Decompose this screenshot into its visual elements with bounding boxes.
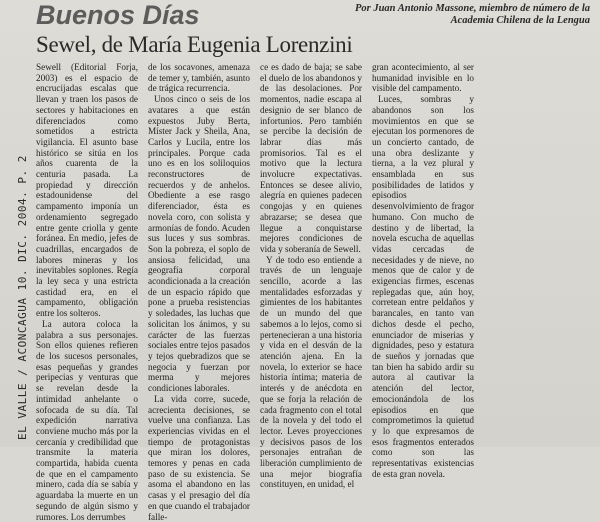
article-column-4 bbox=[372, 62, 474, 479]
article-body bbox=[36, 62, 592, 522]
paragraph: La vida corre, sucede, acrecienta decisiones, se vuelve una confianza. Las experiencias vividas en el tiempo de protagonistas que miran los dolores, temores y penas en cada paso de su existencia. Se asoma el abandono en las casas y el presagio del día en que cuando el trabajador falle- bbox=[148, 393, 250, 522]
article-column-3 bbox=[260, 62, 362, 490]
byline: Por Juan Antonio Massone, miembro de número de la Academia Chilena de la Lengua bbox=[354, 3, 590, 26]
handwritten-margin-note bbox=[2, 155, 32, 440]
paragraph: Unos cinco o seis de los avatares a que están expuestos Juby Berta, Míster Jack y Sheila, Ana, Carlos y Lucila, entre los principales. Porque cada uno es en los soliloquios reconstructores de recuerdos y de anhelos. Obediente a ese rasgo diferenciador, ésta es novela coro, con solista y armonías de fondo. Acuden sus luces y sus sombras. Son la pobreza, el soplo de ansiosa felicidad, una geografía corporal acondicionada a la creación de un espacio rápido que pone a prueba resistencias y soledades, las luchas que solicitan los ánimos, y su carácter de las fuerzas sociales entre tejos pasados y tejos quebradizos que se negocia y fuerzan por merma y mejores condiciones laborales. bbox=[148, 94, 250, 394]
margin-note-text: EL VALLE / ACONCAGUA 10. DIC. 2004. P. 2 bbox=[16, 155, 29, 440]
paragraph: ce es dado de baja; se sabe el duelo de los abandonos y de las desolaciones. Por momentos, nadie escapa al designio de ser blanco de infortunios. Pero también se percibe la decisión de labrar días más promisorios. Tal es el motivo que la lectura involucre expectativas. Entonces se desee alivio, alegría en quienes padecen congojas y en quienes abrazarse; se desea que llegue a conquistarse mejores condiciones de vida y soberanía de Sewell. bbox=[260, 62, 362, 254]
paragraph: gran acontecimiento, al ser humanidad invisible en lo visible del campamento. bbox=[372, 62, 474, 94]
article-column-2 bbox=[148, 62, 250, 522]
paragraph: de los socavones, amenaza de temer y, también, asunto de trágica recurrencia. bbox=[148, 62, 250, 94]
paragraph: La autora coloca la palabra a sus personajes. Son ellos quienes refieren de los sucesos personales, esas pequeñas y grandes peripecias y venturas que se revelan desde la intimidad anhelante o sofocada de su día. Tal expedición narrativa conviene mucho más por la cercanía y credibilidad que transmite la materia compartida, habida cuenta de que en el campamento minero, cada día se sabía y aguardaba la muerte en un segundo de algún sismo y rumores. Los derrumbes bbox=[36, 318, 138, 522]
paragraph: Sewell (Editorial Forja, 2003) es el espacio de encrucijadas escalas que llevan y traen los pasos de sectores y habitaciones en diferenciados como sometidos a estricta vigilancia. El asunto base histórico se sitúa en los años cuarenta de la centuria pasada. La propiedad y dirección estadounidense del campamento imponía un ordenamiento segregado entre gente criolla y gente foránea. En medio, jefes de cuadrillas, encargados de labores mineras y los inevitables soplones. Regía la ley seca y una estricta castidad era, en el campamento, obligación entre los solteros. bbox=[36, 62, 138, 319]
paragraph: Y de todo eso entiende a través de un lenguaje sencillo, acorde a las mentalidades esforzadas y gimientes de los habitantes de un mundo del que sabemos a lo lejos, como si pertenecieran a una historia y vida en el desván de la atención ajena. En la novela, lo exterior se hace historia íntima; materia de interés y de anécdota en que se forja la relación de cada fragmento con el total de la novela y del todo el lector. Leves proyecciones y decisivos pasos de los personajes entrañan de liberación cumplimiento de una mejor biografía constituyen, en unidad, el bbox=[260, 254, 362, 490]
article-column-1 bbox=[36, 62, 138, 522]
article-headline: Sewel, de María Eugenia Lorenzini bbox=[36, 32, 353, 57]
column-kicker: Buenos Días bbox=[36, 0, 200, 30]
paragraph: Luces, sombras y abandonos son los movimientos en que se ejecutan los pormenores de un concierto cantado, de una obra deslizante y tierna, a la vez plural y ensamblada en sus posibilidades de latidos y episodios desenvolvimiento de fragor humano. Con mucho de destino y de libertad, la novela escucha de aquellas vidas cercadas de necesidades y de nieve, no menos que de calor y de exigencias firmes, escenas replegadas que, aún hoy, corretean entre peldaños y barancales, en tanto van dichos desde el pecho, enunciador de miserias y dignidades, peso y estatura de sueños y jornadas que tan bien ha sabido ardir su autora al cautivar la atención del lector, emocionándola de los episodios en que comprometimos la quietud y lo que expresamos de esos fragmentos enterados como son las representativas existencias de esta gran novela. bbox=[372, 94, 474, 479]
